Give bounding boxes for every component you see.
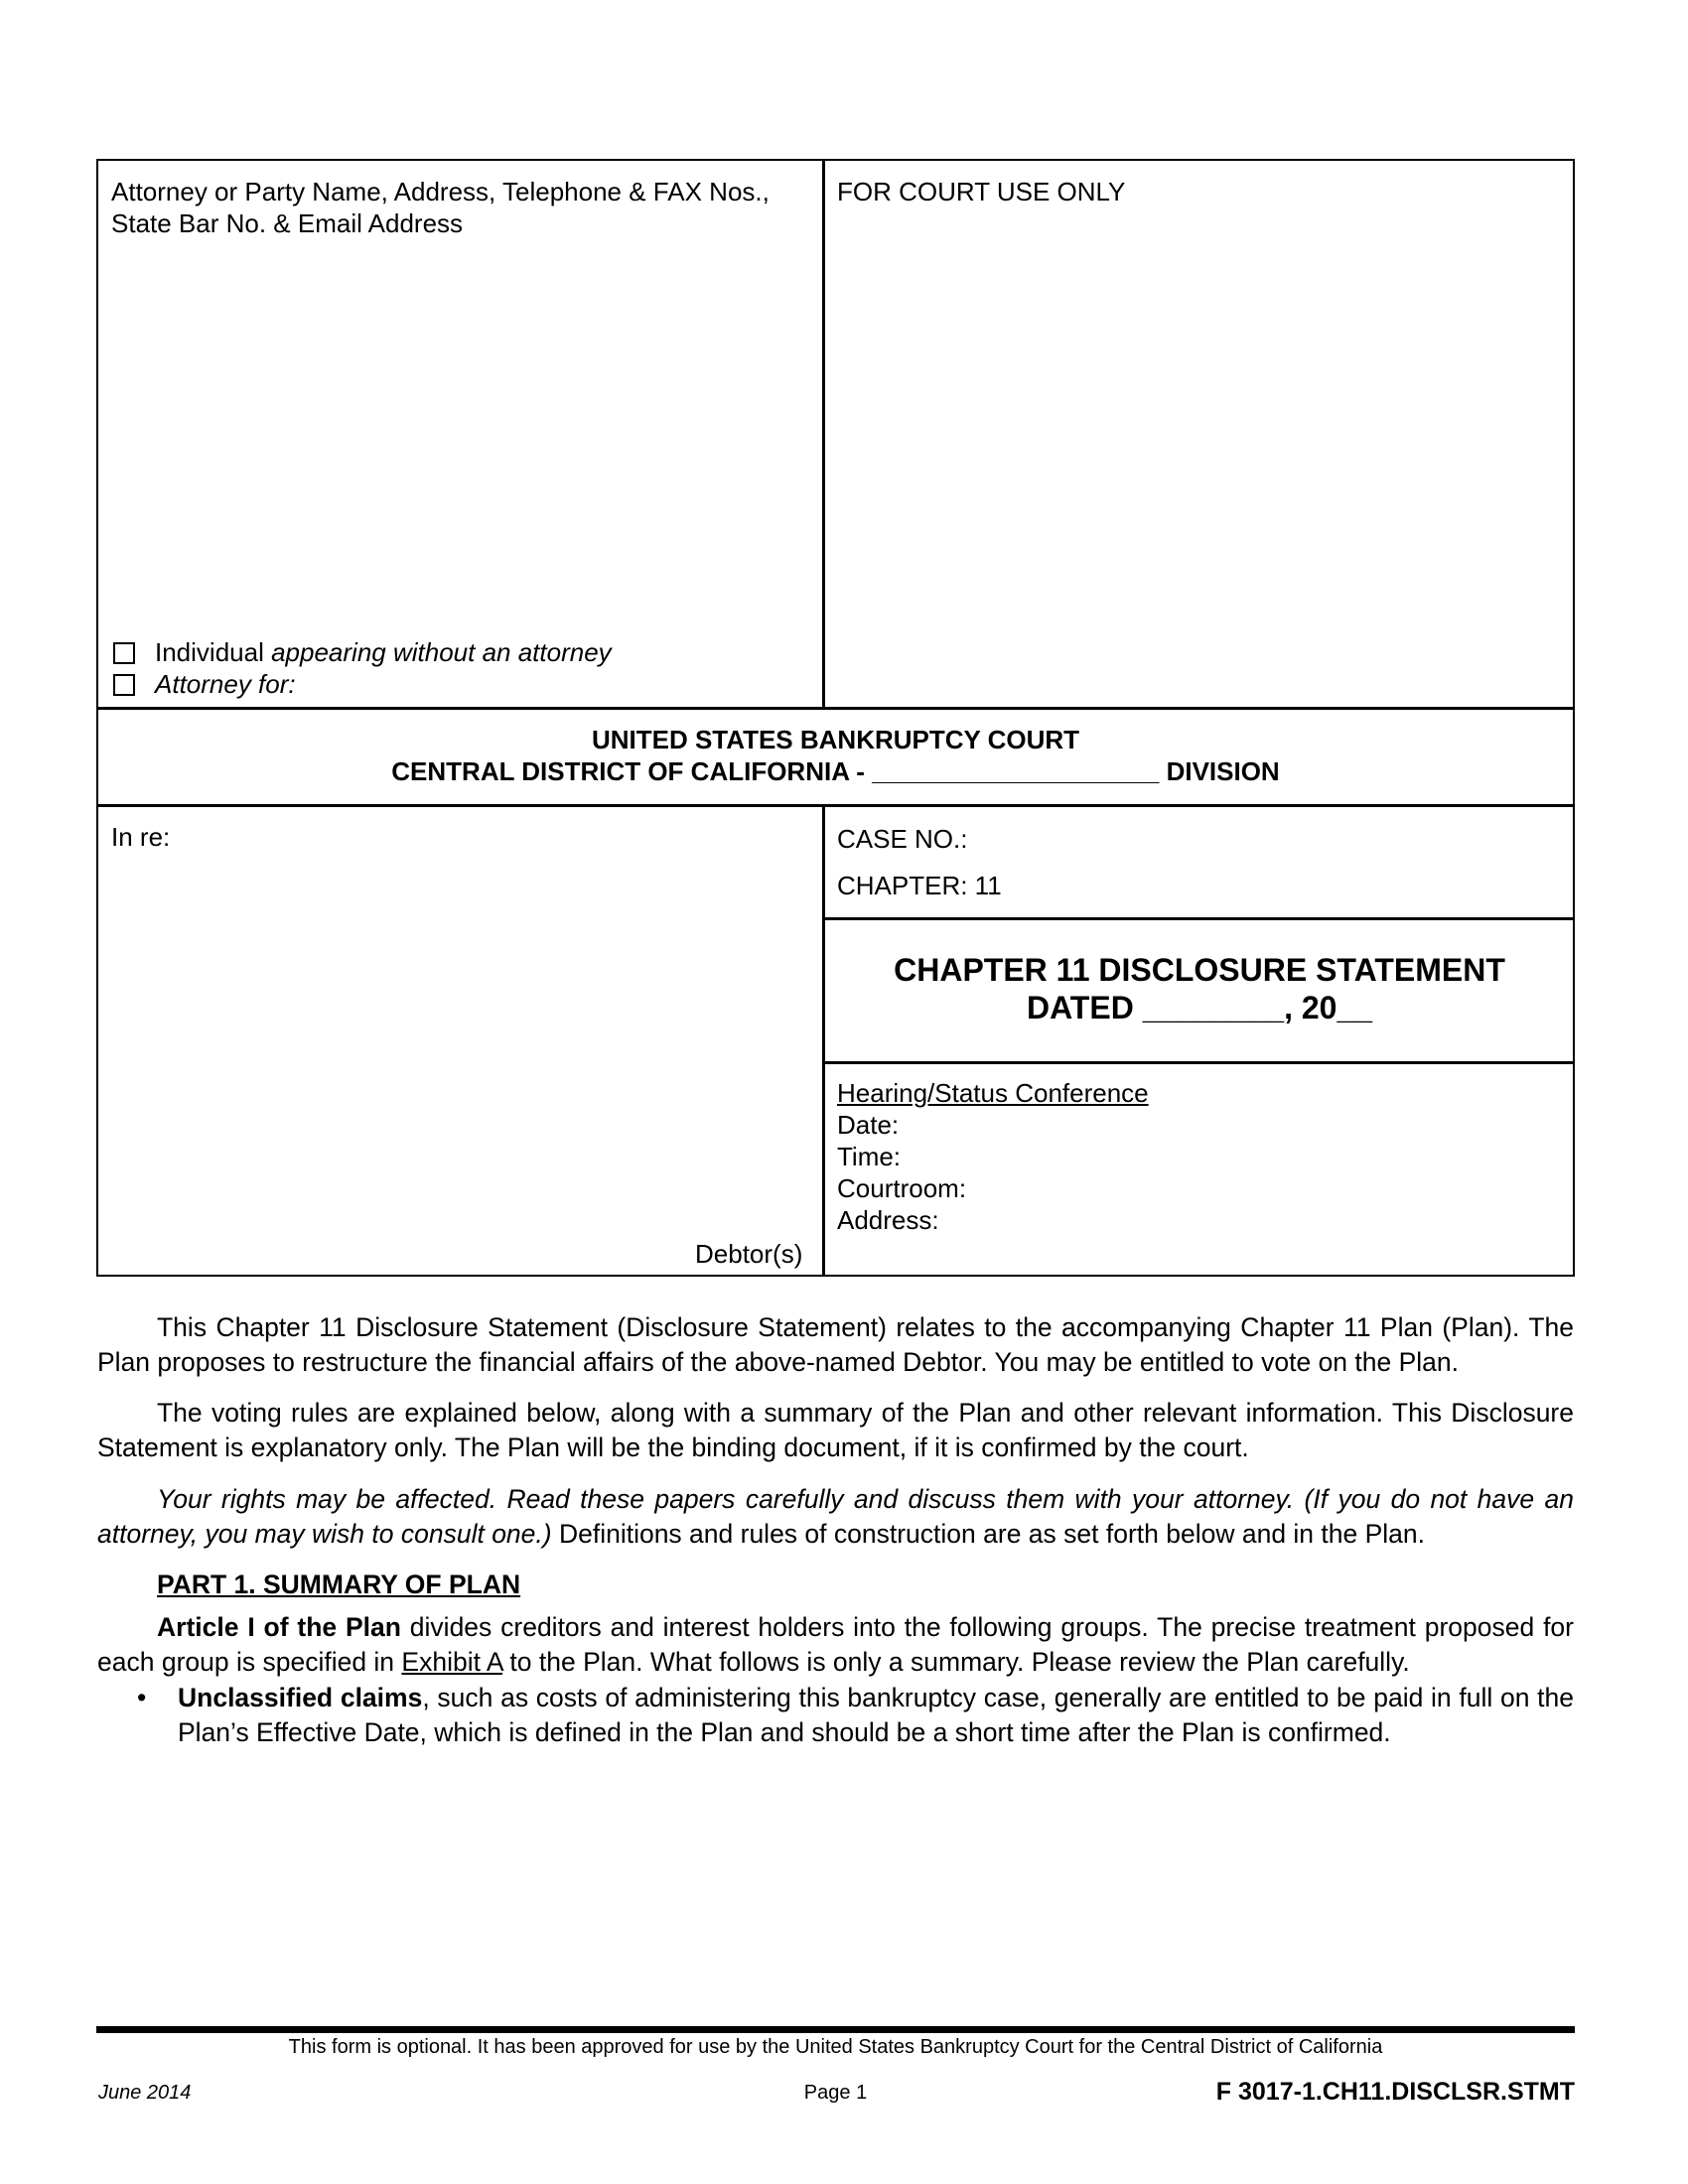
paragraph-article1: Article I of the Plan divides creditors and interest holders into the following groups. The precise treatment proposed for each group is specified in Exhibit A to the Plan. What follows is only a summary. Please review the Plan carefully. <box>97 1611 1574 1677</box>
division-blank: ____________________ <box>872 756 1160 786</box>
paragraph-intro: This Chapter 11 Disclosure Statement (Disclosure Statement) relates to the accompanying Chapter 11 Plan (Plan). The Plan proposes to restructure the financial affairs of the above-named Debtor. You may be entitled to vote on the Plan. <box>97 1312 1574 1377</box>
caption-table <box>96 159 1575 1277</box>
checkbox-icon[interactable] <box>113 674 135 696</box>
document-title: CHAPTER 11 DISCLOSURE STATEMENT DATED ________, 20__ <box>894 952 1505 1025</box>
footer-page: Page 1 <box>803 2082 868 2104</box>
body-text <box>97 1310 1574 1750</box>
exhibit-a-link[interactable]: Exhibit A <box>401 1646 503 1677</box>
footer-form-id: F 3017-1.CH11.DISCLSR.STMT <box>1215 2078 1575 2106</box>
court-district: CENTRAL DISTRICT OF CALIFORNIA - ____________________ DIVISION <box>391 756 1280 786</box>
footer-date: June 2014 <box>98 2082 192 2104</box>
divider <box>822 1061 1575 1064</box>
paragraph-voting: The voting rules are explained below, along with a summary of the Plan and other relevant information. This Disclosure Statement is explanatory only. The Plan will be the binding document, if it is confirmed by the court. <box>97 1398 1574 1463</box>
debtors-label: Debtor(s) <box>695 1239 803 1269</box>
list-item: • Unclassified claims, such as costs of administering this bankruptcy case, generally are entitled to be paid in full on the Plan’s Effective Date, which is defined in the Plan and should be a short time after the Plan is confirmed. <box>137 1683 1574 1748</box>
divider <box>822 159 825 708</box>
court-name: UNITED STATES BANKRUPTCY COURT <box>591 725 1080 754</box>
in-re-label: In re: <box>111 822 171 852</box>
part1-heading: PART 1. SUMMARY OF PLAN <box>157 1570 521 1600</box>
checkbox-icon[interactable] <box>113 642 135 664</box>
bullet-icon: • <box>137 1683 147 1713</box>
divider <box>822 804 825 1277</box>
paragraph-rights: Your rights may be affected. Read these papers carefully and discuss them with your attorney. (If you do not have an attorney, you may wish to consult one.) Definitions and rules of construction are as set forth below and in the Plan. <box>97 1483 1574 1549</box>
hearing-info: Hearing/Status Conference Date: Time: Courtroom: Address: <box>837 1078 1149 1235</box>
checkbox-individual[interactable]: Individual appearing without an attorney <box>113 636 612 668</box>
court-use-label: FOR COURT USE ONLY <box>837 177 1126 206</box>
checkbox-attorney-for[interactable]: Attorney for: <box>113 668 296 700</box>
attorney-label: Attorney or Party Name, Address, Telephone & FAX Nos., State Bar No. & Email Address <box>111 177 770 238</box>
divider <box>96 707 1575 710</box>
divider <box>822 917 1575 920</box>
chapter-label: CHAPTER: 11 <box>837 871 1002 900</box>
footer-rule <box>96 2026 1575 2033</box>
case-number-label: CASE NO.: <box>837 824 968 854</box>
footer-notice: This form is optional. It has been approved for use by the United States Bankruptcy Court for the Central District of California <box>288 2036 1383 2058</box>
divider <box>96 804 1575 807</box>
